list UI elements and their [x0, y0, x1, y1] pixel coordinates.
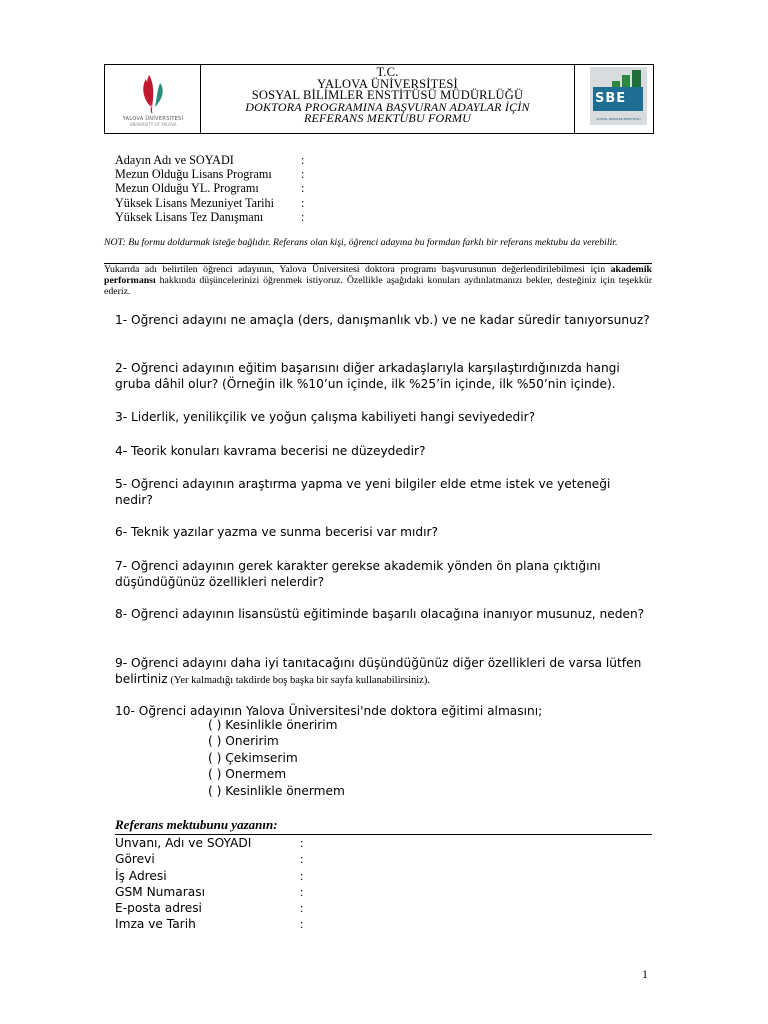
applicant-field-label: Yüksek Lisans Mezuniyet Tarihi	[115, 195, 275, 210]
header-title-block	[201, 65, 574, 133]
question-item: 8- Oğrenci adayının lisansüstü eğitiminde başarılı olacağına inanıyor musunuz, neden?	[115, 607, 645, 621]
field-colon: :	[300, 836, 304, 850]
referee-field-row	[115, 851, 315, 867]
referee-field-row	[115, 900, 315, 916]
option-not-recommend[interactable]: ( ) Onermem	[208, 767, 287, 782]
field-colon: :	[301, 181, 305, 196]
university-logo-caption: YALOVA ÜNİVERSİTESİ	[122, 116, 184, 122]
question-item: 1- Oğrenci adayını ne amaçla (ders, danışmanlık vb.) ve ne kadar süredir tanıyorsunuz?	[115, 313, 650, 327]
question-item: 5- Oğrenci adayının araştırma yapma ve yeni bilgiler elde etme istek ve yeteneği nedir?	[115, 477, 611, 508]
optional-note: NOT: Bu formu doldurmak isteğe bağlıdır. Referans olan kişi, öğrenci adayına bu formdan farklı bir referans mektubu da verebilir.	[104, 237, 618, 248]
page-number: 1	[642, 967, 648, 981]
intro-text-2: hakkında düşüncelerinizi öğrenmek istiyoruz. Özellikle aşağıdaki konuları aydınlatmanızı bekler, desteğiniz için teşekkür ederiz.	[104, 275, 652, 297]
referee-field-row	[115, 835, 315, 851]
field-colon: :	[300, 884, 304, 899]
referee-section-title: Referans mektubunu yazanın:	[115, 817, 278, 832]
field-colon: :	[300, 901, 304, 916]
applicant-field-row	[115, 181, 315, 195]
applicant-field-label: Mezun Olduğu YL. Programı	[115, 181, 259, 196]
question-item: 10- Oğrenci adayının Yalova Üniversitesi'nde doktora eğitimi almasını;	[115, 704, 543, 718]
intro-text-1: Yukarıda adı belirtilen öğrenci adayının, Yalova Üniversitesi doktora programı başvurusunun değerlendirilebilmesi için	[104, 264, 611, 275]
field-colon: :	[301, 209, 305, 224]
intro-paragraph	[104, 264, 652, 297]
field-colon: :	[300, 917, 304, 932]
university-logo	[105, 69, 201, 129]
referee-field-label: GSM Numarası	[115, 884, 205, 899]
applicant-field-row	[115, 167, 315, 181]
header-line-tc: T.C.	[376, 65, 399, 79]
field-colon: :	[300, 852, 304, 867]
header-line-program: DOKTORA PROGRAMINA BAŞVURAN ADAYLAR İÇİN	[245, 99, 530, 114]
referee-field-label: İş Adresi	[115, 868, 167, 883]
header-line-institute: SOSYAL BİLİMLER ENSTİTÜSÜ MÜDÜRLÜĞÜ	[251, 88, 524, 102]
intro-bold-text: akademik performansı	[104, 264, 652, 286]
option-strongly-not-recommend[interactable]: ( ) Kesinlikle önermem	[208, 783, 345, 798]
recommendation-options	[208, 717, 345, 799]
referee-field-label: Imza ve Tarih	[115, 917, 196, 932]
question-item: 3- Liderlik, yenilikçilik ve yoğun çalışma kabiliyeti hangi seviyededir?	[115, 410, 536, 424]
applicant-field-row	[115, 210, 315, 224]
question-9-note: (Yer kalmadığı takdirde boş başka bir sayfa kullanabilirsiniz).	[167, 675, 430, 687]
institute-logo-subcaption: SOSYAL BİLİMLER ENSTİTÜSÜ	[596, 117, 641, 121]
question-9-text: 9- Oğrenci adayını daha iyi tanıtacağını düşündüğünüz diğer özellikleri de varsa lütfen belirtiniz	[115, 656, 642, 687]
applicant-field-label: Adayın Adı ve SOYADI	[115, 153, 234, 167]
applicant-field-row	[115, 153, 315, 167]
institute-logo	[590, 67, 647, 125]
institute-logo-cell	[574, 65, 653, 133]
question-item: 2- Oğrenci adayının eğitim başarısını diğer arkadaşlarıyla karşılaştırdığınızda hangi gruba dâhil olur? (Örneğin ilk %10’un içinde, ilk %25’in içinde, ilk %50’nin içinde).	[115, 361, 620, 392]
header-line-form-title: REFERANS MEKTUBU FORMU	[303, 111, 472, 125]
applicant-field-label: Yüksek Lisans Tez Danışmanı	[115, 209, 264, 224]
referee-field-label: Unvanı, Adı ve SOYADI	[115, 836, 252, 850]
applicant-field-label: Mezun Olduğu Lisans Programı	[115, 167, 272, 182]
university-logo-cell	[105, 65, 201, 133]
applicant-field-row	[115, 196, 315, 210]
institute-logo-text: SBE	[595, 91, 627, 106]
question-item	[115, 655, 650, 689]
option-strongly-recommend[interactable]: ( ) Kesinlikle öneririm	[208, 718, 338, 732]
university-logo-subcaption: UNIVERSITY OF YALOVA	[129, 122, 177, 127]
field-colon: :	[301, 195, 305, 210]
tulip-logo-icon	[105, 69, 201, 115]
referee-field-label: E-posta adresi	[115, 901, 202, 916]
referee-info	[115, 835, 315, 933]
field-colon: :	[301, 153, 305, 167]
question-item: 6- Teknik yazılar yazma ve sunma becerisi var mıdır?	[115, 525, 438, 539]
header-table	[104, 64, 654, 134]
applicant-info	[115, 153, 315, 224]
referee-field-label: Görevi	[115, 852, 155, 867]
referee-field-row	[115, 916, 315, 932]
question-item: 7- Oğrenci adayının gerek karakter gerekse akademik yönden ön plana çıktığını düşündüğünüz özellikleri nelerdir?	[115, 559, 601, 590]
referee-field-row	[115, 884, 315, 900]
question-item: 4- Teorik konuları kavrama becerisi ne düzeydedir?	[115, 444, 426, 458]
header-line-university: YALOVA ÜNİVERSİTESİ	[317, 76, 458, 91]
option-recommend[interactable]: ( ) Oneririm	[208, 734, 279, 749]
option-neutral[interactable]: ( ) Çekimserim	[208, 750, 298, 765]
referee-field-row	[115, 868, 315, 884]
field-colon: :	[301, 167, 305, 182]
field-colon: :	[300, 868, 304, 883]
